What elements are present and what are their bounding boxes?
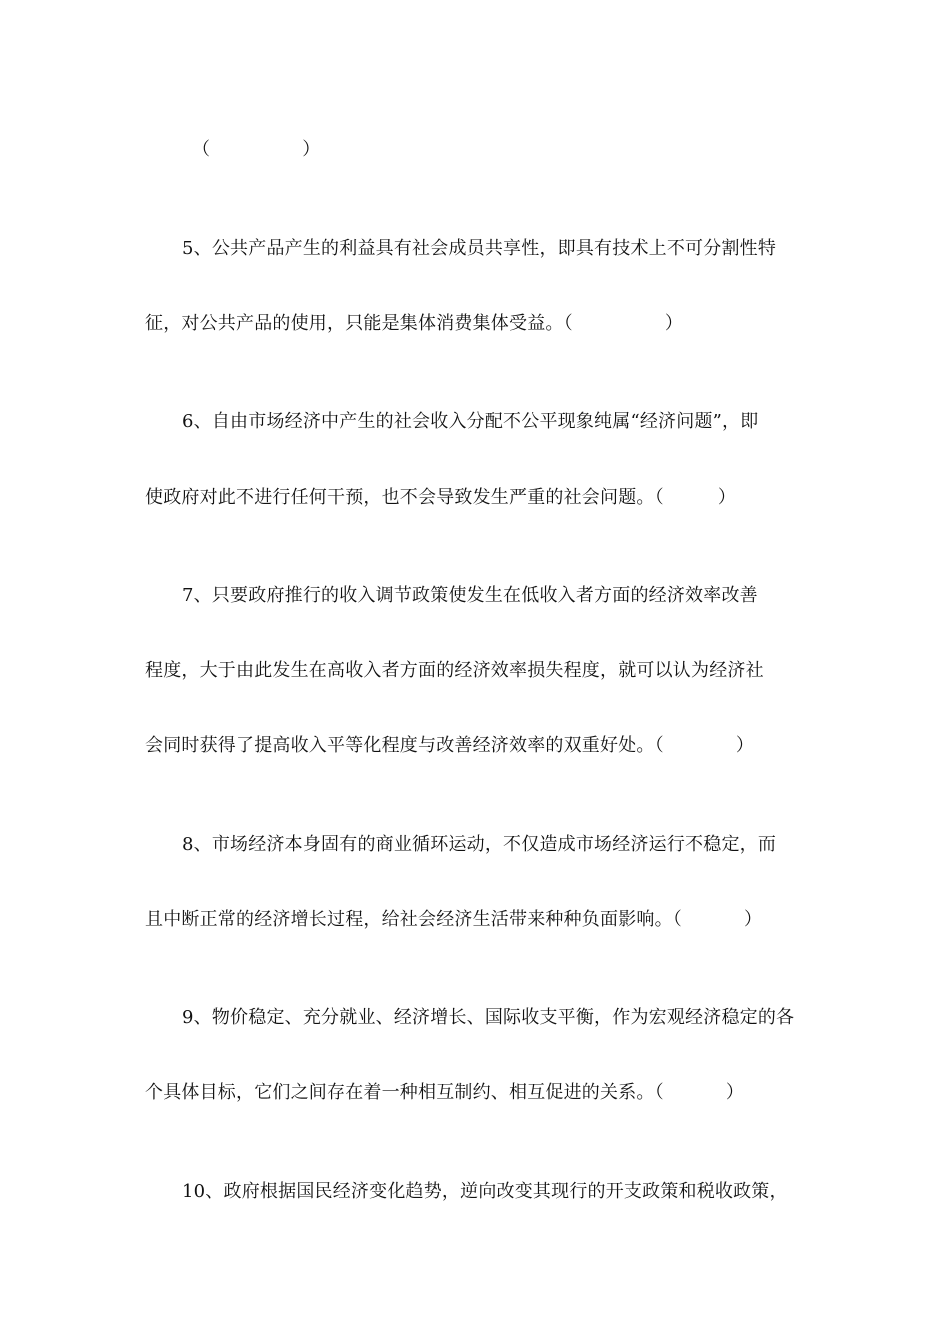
question-9-line-2	[145, 1081, 744, 1105]
question-text: 会同时获得了提高收入平等化程度与改善经济效率的双重好处。	[145, 735, 655, 756]
question-text: 征，对公共产品的使用，只能是集体消费集体受益。	[145, 313, 564, 334]
question-text: 公共产品产生的利益具有社会成员共享性，即具有技术上不可分割性特	[211, 238, 777, 259]
open-paren: （	[654, 1082, 664, 1103]
close-paren: ）	[735, 735, 755, 756]
question-8-line-2	[145, 908, 762, 932]
close-paren: ）	[744, 909, 763, 930]
question-text: 自由市场经济中产生的社会收入分配不公平现象纯属“经济问题”，即	[211, 411, 759, 432]
question-number: 5、	[182, 238, 212, 259]
question-text: 个具体目标，它们之间存在着一种相互制约、相互促进的关系。	[145, 1082, 655, 1103]
question-text: 程度，大于由此发生在高收入者方面的经济效率损失程度，就可以认为经济社	[145, 660, 764, 681]
question-7-line-1	[182, 584, 758, 608]
question-text: 只要政府推行的收入调节政策使发生在低收入者方面的经济效率改善	[211, 585, 758, 606]
close-paren: ）	[302, 139, 321, 160]
open-paren: （	[192, 139, 211, 160]
question-7-line-3	[145, 734, 754, 758]
question-6-line-1	[182, 410, 758, 434]
question-6-line-2	[145, 486, 736, 510]
question-number: 10、	[182, 1181, 224, 1202]
question-text: 物价稳定、充分就业、经济增长、国际收支平衡，作为宏观经济稳定的各	[211, 1007, 795, 1028]
question-number: 8、	[182, 834, 212, 855]
question-10-line-1	[182, 1180, 788, 1204]
close-paren: ）	[717, 487, 737, 508]
question-9-line-1	[182, 1006, 794, 1030]
question-text: 且中断正常的经济增长过程，给社会经济生活带来种种负面影响。	[145, 909, 673, 930]
question-number: 9、	[182, 1007, 212, 1028]
question-5-line-2	[145, 312, 683, 336]
question-text: 使政府对此不进行任何干预，也不会导致发生严重的社会问题。	[145, 487, 655, 508]
question-text: 政府根据国民经济变化趋势，逆向改变其现行的开支政策和税收政策，	[223, 1181, 788, 1202]
open-paren: （	[672, 909, 682, 930]
close-paren: ）	[725, 1082, 745, 1103]
question-number: 7、	[182, 585, 212, 606]
open-paren: （	[563, 313, 573, 334]
question-7-line-2	[145, 659, 764, 683]
carryover-answer-blank	[192, 138, 320, 162]
question-8-line-1	[182, 833, 776, 857]
question-text: 市场经济本身固有的商业循环运动，不仅造成市场经济运行不稳定，而	[211, 834, 777, 855]
close-paren: ）	[664, 313, 684, 334]
question-5-line-1	[182, 237, 776, 261]
open-paren: （	[654, 735, 664, 756]
question-number: 6、	[182, 411, 212, 432]
open-paren: （	[654, 487, 664, 508]
